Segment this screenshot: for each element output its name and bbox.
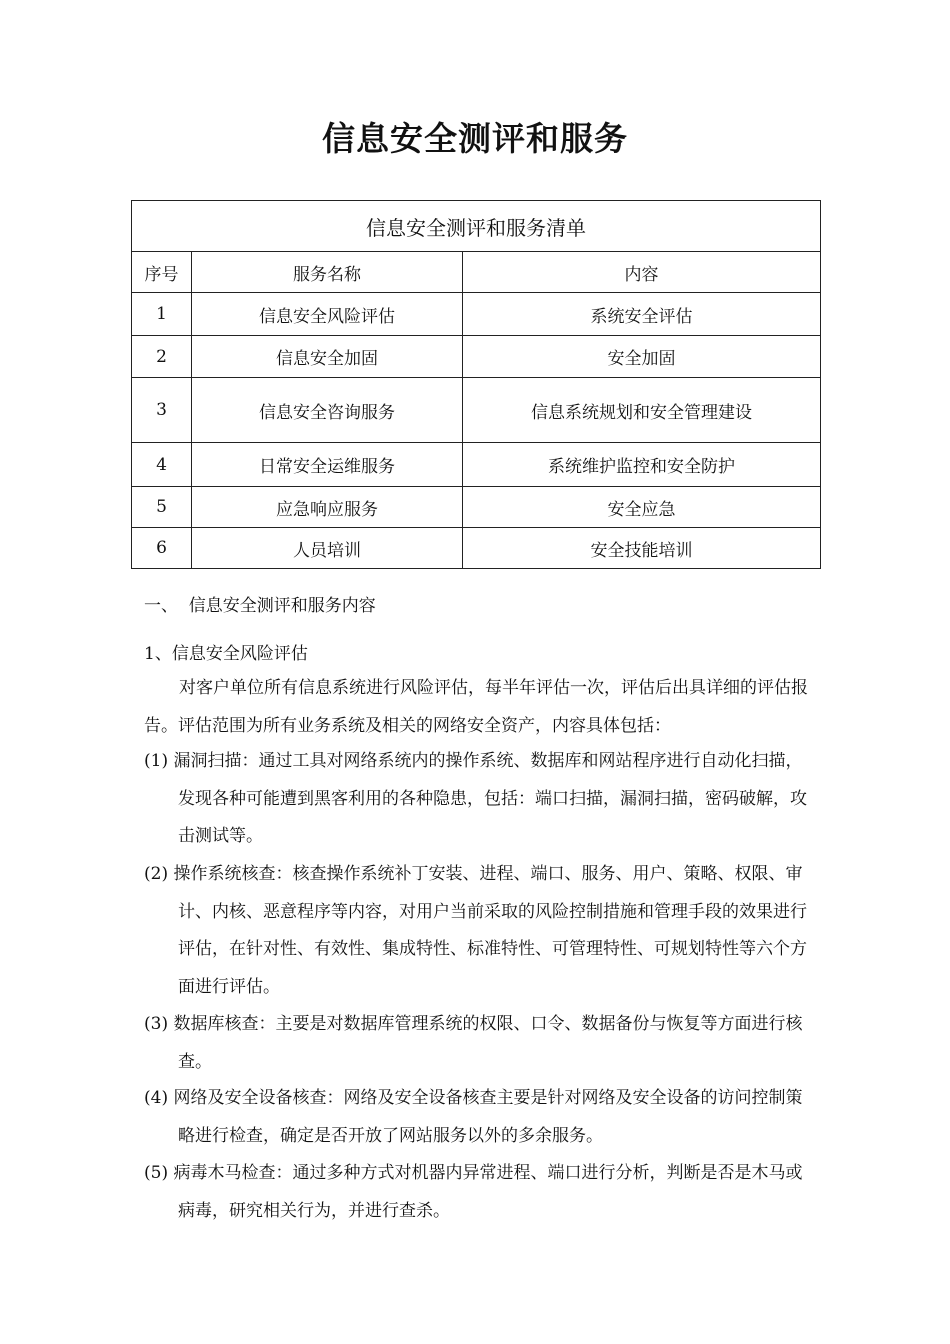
document-title: 信息安全测评和服务: [322, 119, 628, 158]
row-service-name: 信息安全加固: [192, 336, 463, 378]
row-index: 6: [132, 528, 192, 569]
table-caption: 信息安全测评和服务清单: [132, 201, 821, 252]
list-item: (5) 病毒木马检查：通过多种方式对机器内异常进程、端口进行分析，判断是否是木马或病毒，研究相关行为，并进行查杀。: [144, 1163, 803, 1221]
row-content: 安全应急: [463, 487, 821, 528]
column-header-index: 序号: [132, 252, 192, 293]
row-service-name: 人员培训: [192, 528, 463, 569]
row-index: 4: [132, 443, 192, 487]
row-content: 安全加固: [463, 336, 821, 378]
row-service-name: 日常安全运维服务: [192, 443, 463, 487]
service-list-table: [131, 200, 821, 569]
table-row: [132, 487, 821, 528]
table-row: [132, 336, 821, 378]
row-index: 2: [132, 336, 192, 378]
subsection-heading: 1、信息安全风险评估: [144, 644, 308, 664]
row-index: 3: [132, 378, 192, 443]
row-service-name: 信息安全风险评估: [192, 293, 463, 336]
column-header-content: 内容: [463, 252, 821, 293]
row-content: 系统安全评估: [463, 293, 821, 336]
row-content: 系统维护监控和安全防护: [463, 443, 821, 487]
intro-paragraph: 对客户单位所有信息系统进行风险评估，每半年评估一次，评估后出具详细的评估报告。评估范围为所有业务系统及相关的网络安全资产，内容具体包括：: [144, 678, 808, 736]
list-item: (4) 网络及安全设备核查：网络及安全设备核查主要是针对网络及安全设备的访问控制策略进行检查，确定是否开放了网站服务以外的多余服务。: [144, 1088, 803, 1146]
row-content: 安全技能培训: [463, 528, 821, 569]
row-service-name: 信息安全咨询服务: [192, 378, 463, 443]
column-header-service-name: 服务名称: [192, 252, 463, 293]
list-item: (1) 漏洞扫描：通过工具对网络系统内的操作系统、数据库和网站程序进行自动化扫描，发现各种可能遭到黑客利用的各种隐患，包括：端口扫描，漏洞扫描，密码破解，攻击测试等。: [144, 751, 807, 846]
section-heading: 一、 信息安全测评和服务内容: [144, 596, 376, 616]
list-item: (2) 操作系统核查：核查操作系统补丁安装、进程、端口、服务、用户、策略、权限、审计、内核、恶意程序等内容，对用户当前采取的风险控制措施和管理手段的效果进行评估，在针对性、有效性、集成特性、标准特性、可管理特性、可规划特性等六个方面进行评估。: [144, 864, 807, 997]
row-index: 1: [132, 293, 192, 336]
table-row: [132, 293, 821, 336]
row-service-name: 应急响应服务: [192, 487, 463, 528]
list-item: (3) 数据库核查：主要是对数据库管理系统的权限、口令、数据备份与恢复等方面进行核查。: [144, 1014, 803, 1072]
table-row: [132, 378, 821, 443]
table-row: [132, 528, 821, 569]
row-index: 5: [132, 487, 192, 528]
row-content: 信息系统规划和安全管理建设: [463, 378, 821, 443]
table-row: [132, 443, 821, 487]
